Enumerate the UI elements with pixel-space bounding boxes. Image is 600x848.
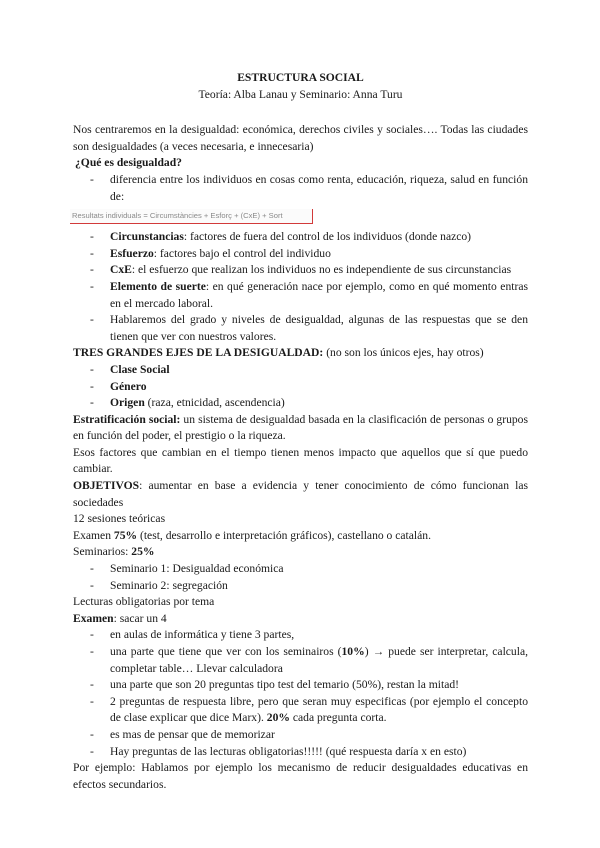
list-item: [73, 395, 528, 412]
list-item: [73, 644, 528, 677]
estratificacion-term: Estratificación social:: [73, 412, 181, 426]
eje-term: Género: [110, 379, 147, 393]
exam-item-text: una parte que tiene que ver con los seminairos (: [110, 645, 342, 658]
exam-item-percentage: 10%: [341, 645, 365, 658]
estratificacion-text: un sistema de desigualdad basada en la clasificación de personas o grupos en función del poder, el prestigio o la riqueza.: [73, 412, 528, 443]
list-item: - Seminario 2: segregación: [73, 578, 528, 595]
document-page: [73, 70, 528, 793]
list-item: [73, 279, 528, 312]
lecturas-line: Lecturas obligatorias por tema: [73, 595, 215, 609]
definition-list: [73, 172, 528, 205]
ejes-list: [73, 362, 528, 412]
closing-paragraph: Por ejemplo: Hablamos por ejemplo los mecanismo de reducir desigualdades educativas en efectos secundarios.: [73, 761, 528, 791]
seminarios-line: [73, 544, 528, 561]
list-item: - diferencia entre los individuos en cosas como renta, educación, riqueza, salud en función de:: [73, 172, 528, 205]
examen-detail: (test, desarrollo e interpretación gráficos), castellano o catalán.: [137, 528, 431, 542]
ejes-title: TRES GRANDES EJES DE LA DESIGUALDAD:: [73, 346, 324, 360]
exam-item-text: cada pregunta corta.: [289, 711, 387, 725]
formula-image: [70, 209, 313, 224]
question-heading: ¿Qué es desigualdad?: [75, 156, 182, 170]
objetivos-paragraph: [73, 478, 528, 511]
examen-percentage: 75%: [113, 528, 138, 542]
document-title: ESTRUCTURA SOCIAL: [237, 71, 364, 84]
eje-text: (raza, etnicidad, ascendencia): [144, 396, 285, 410]
exam-heading: [73, 611, 528, 628]
examen-line: [73, 528, 528, 545]
factor-term: Elemento de suerte: [110, 279, 206, 293]
list-item: [73, 262, 528, 279]
factor-text: : factores de fuera del control de los individuos (donde nazco): [183, 230, 472, 244]
seminarios-list: [73, 561, 528, 594]
list-item: [73, 362, 528, 379]
list-item: - en aulas de informática y tiene 3 partes,: [73, 627, 528, 644]
exam-term: Examen: [73, 611, 114, 625]
document-subtitle: Teoría: Alba Lanau y Seminario: Anna Turu: [198, 87, 403, 101]
ejes-heading: [73, 345, 528, 362]
list-item: - Hablaremos del grado y niveles de desigualdad, algunas de las respuestas que se den tienen que ver con nuestros valores.: [73, 312, 528, 345]
exam-list: [73, 627, 528, 760]
list-item: [73, 246, 528, 263]
eje-term: Clase Social: [110, 362, 170, 376]
exam-item-percentage: 20%: [266, 711, 290, 725]
list-item: - Seminario 1: Desigualdad económica: [73, 561, 528, 578]
eje-term: Origen: [110, 396, 145, 410]
ejes-note: (no son los únicos ejes, hay otros): [323, 346, 484, 360]
factor-text: : factores bajo el control del individuo: [153, 246, 331, 260]
exam-item-text: ) → puede ser interpretar, calcula, completar table… Llevar calculadora: [110, 645, 528, 675]
list-item: - es mas de pensar que de memorizar: [73, 727, 528, 744]
seminarios-percentage: 25%: [131, 545, 155, 559]
factor-text: : en qué generación nace por ejemplo, como en qué momento entras en el mercado laboral.: [110, 279, 528, 310]
list-item: - una parte que son 20 preguntas tipo test del temario (50%), restan la mitad!: [73, 677, 528, 694]
list-item: [73, 379, 528, 396]
exam-text: : sacar un 4: [113, 611, 167, 625]
list-item: [73, 694, 528, 727]
seminarios-label: Seminarios:: [73, 545, 132, 559]
formula-text: Resultats individuals = Circumstàncies + Esforç + (CxE) + Sort: [72, 211, 283, 221]
exam-item-text: 2 preguntas de respuesta libre, pero que seran muy especificas (por ejemplo el concepto de clase explicar que dice Marx).: [110, 694, 528, 725]
examen-label: Examen: [73, 528, 114, 542]
estratificacion-paragraph: [73, 412, 528, 445]
factor-term: Esfuerzo: [110, 246, 154, 260]
factor-text: : el esfuerzo que realizan los individuos no es independiente de sus circunstancias: [131, 263, 512, 277]
list-item: [73, 229, 528, 246]
factor-term: Circunstancias: [110, 230, 184, 244]
factores-paragraph: Esos factores que cambian en el tiempo tienen menos impacto que aquellos que sí que puedo cambiar.: [73, 445, 528, 476]
objetivos-text: : aumentar en base a evidencia y tener conocimiento de cómo funcionan las sociedades: [73, 479, 528, 509]
sesiones-line: 12 sesiones teóricas: [73, 512, 166, 526]
factor-list: [73, 229, 528, 345]
list-item: - Hay preguntas de las lecturas obligatorias!!!!! (qué respuesta daría x en esto): [73, 744, 528, 761]
objetivos-term: OBJETIVOS: [73, 479, 140, 493]
intro-paragraph: Nos centraremos en la desigualdad: económica, derechos civiles y sociales…. Todas las ciudades son desigualdades (a veces necesaria, e innecesaria): [73, 123, 528, 153]
factor-term: CxE: [110, 263, 132, 277]
